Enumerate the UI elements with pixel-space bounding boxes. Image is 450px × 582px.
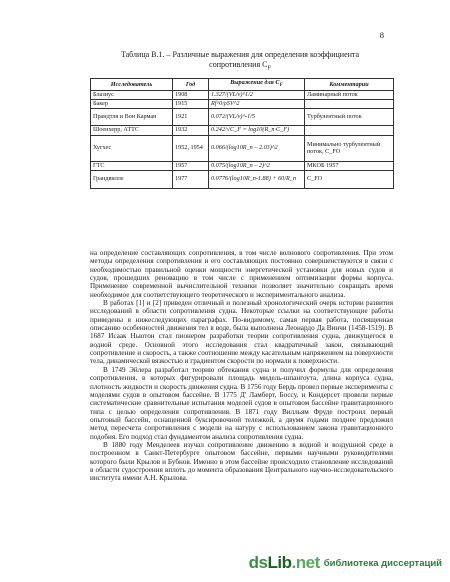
- cell-researcher: Блазиус: [91, 90, 173, 99]
- cell-researcher: Бакер: [91, 99, 173, 108]
- table-row: [91, 108, 394, 125]
- cell-year: 1921: [173, 108, 209, 125]
- table-row: [91, 135, 394, 161]
- header-comments: Комментарии: [305, 79, 394, 91]
- table-row: [91, 99, 394, 108]
- dslib-logo: dsLib.net: [248, 553, 320, 572]
- cell-comment: МКОБ 1957: [305, 161, 394, 170]
- cell-researcher: ГТС: [91, 161, 173, 170]
- table-row: [91, 170, 394, 188]
- paragraph: В 1749 Эйлера разработал теорию обтекания судна и получил формулы для определения сопротивления, в которых фигурировали площадь мидель-шпангоута, длина корпуса судна, плотность жидкости и скорость движения судна. В 1756 году Бердь провел первые эксперименты с моделями судов в опытовом бассейне. В 1775 Д' Ламберт, Боссу, и Кондерсет провели первые систематические сравнительные испытания моделей судов в опытовом бассейне гравитационного типа с целью определения сопротивления. В 1871 году Вилльям Фруде построил первый опытовый бассейн, оснащенной буксировочной тележкой, а двумя годами позднее предложил метод пересчета сопротивления с модели на натуру с использованием закона гравитационного подобия. Его подход стал фундаментом анализа сопротивления судна.: [90, 365, 393, 441]
- dslib-watermark: [249, 552, 442, 574]
- body-text: [90, 249, 393, 483]
- cell-expression: 0.066/(log10R_n – 2.03)^2: [209, 135, 305, 161]
- cell-year: 1932: [173, 125, 209, 135]
- cell-expression: 0.0776/(log10R_n-1.88) + 60/R_n: [209, 170, 305, 188]
- cell-expression: 0.072/(VL/ν)^-1/5: [209, 108, 305, 125]
- dslib-subtitle: библиотека диссертаций: [323, 557, 442, 569]
- caption-line-2: сопротивления $C_F$: [209, 60, 271, 72]
- header-expression: Выражение для $C_F$: [209, 79, 305, 91]
- cell-comment: Минимально турбулентный поток, C_FO: [305, 135, 394, 161]
- header-researcher: Исследователь: [91, 79, 173, 91]
- cell-researcher: Грандвилле: [91, 170, 173, 188]
- cell-year: 1952, 1954: [173, 135, 209, 161]
- paragraph: В 1880 году Менделеев изучал сопротивление движению в водной и воздушной среде в построенном в Санкт-Петербурге опытовом бассейне, первыми научными руководителями которого были Крылов и Бубнов. Именно в этом бассейне происходило становление исследований в области судостроения вплоть до момента образования Центрального научно-исследовательского института имени А.Н. Крылова.: [90, 440, 393, 483]
- resistance-table: [90, 78, 394, 189]
- cell-researcher: Прандтля и Вон Карман: [91, 108, 173, 125]
- table-row: [91, 90, 394, 99]
- cell-expression: 0.242/√C_F = log10(R_n·C_F): [209, 125, 305, 135]
- cell-expression: 1.327/(VL/ν)^1/2: [209, 90, 305, 99]
- table-row: [91, 161, 394, 170]
- cell-researcher: Шоенхерр, АТТС: [91, 125, 173, 135]
- cell-comment: Ламинарный поток: [305, 90, 394, 99]
- paragraph: В работах [1] и [2] приведен отличный и полезный хронологический очерк истории развития исследований в области сопротивления судна. Некоторые ссылки на соответствующие работы приведены в нижеследующих параграфах. По-видимому, самая первая работа, посвященная описанию особенностей движения тел в воде, была выполнена Леонардо Да Винчи (1458-1519). В 1687 Исаак Ньютон стал пионером разработки теории сопротивления судна, движущегося в водной среде. Основной этого исследования стал квадратичный закон, связывающий сопротивление и скорость, а также соотношение между касательным напряжением на поверхности тела, динамической вязкостью и градиентом скорости по нормали к поверхности.: [90, 299, 393, 366]
- cell-researcher: Хугхес: [91, 135, 173, 161]
- table-header-row: [91, 79, 394, 91]
- cell-comment: [305, 99, 394, 108]
- caption-line-1: Таблица В.1. – Различные выражения для определения коэффициента: [120, 50, 360, 59]
- cell-comment: [305, 125, 394, 135]
- table-caption: [90, 50, 390, 74]
- cell-year: 1908: [173, 90, 209, 99]
- cell-year: 1977: [173, 170, 209, 188]
- cell-comment: C_FO: [305, 170, 394, 188]
- table-row: [91, 125, 394, 135]
- header-year: Год: [173, 79, 209, 91]
- paragraph: на определение составляющих сопротивления, в том числе волнового сопротивления. При этом методы определения сопротивления и его составляющих постоянно совершенствуются в связи с необходимостью правильной оценки мощности энергетической установки для новых судов и судов, прошедших реновацию в том числе с применением оптимизации формы корпуса. Применение современной вычислительной техники позволяет значительно сокращать время необходимое для соответствующего теоретического и экспериментального анализа.: [90, 249, 393, 299]
- page-number: 8: [379, 30, 384, 40]
- cell-expression: Rf^0/ρSV^2: [209, 99, 305, 108]
- cell-comment: Турбулентный поток: [305, 108, 394, 125]
- cell-year: 1915: [173, 99, 209, 108]
- cell-expression: 0.075/(log10R_n – 2)^2: [209, 161, 305, 170]
- cell-year: 1957: [173, 161, 209, 170]
